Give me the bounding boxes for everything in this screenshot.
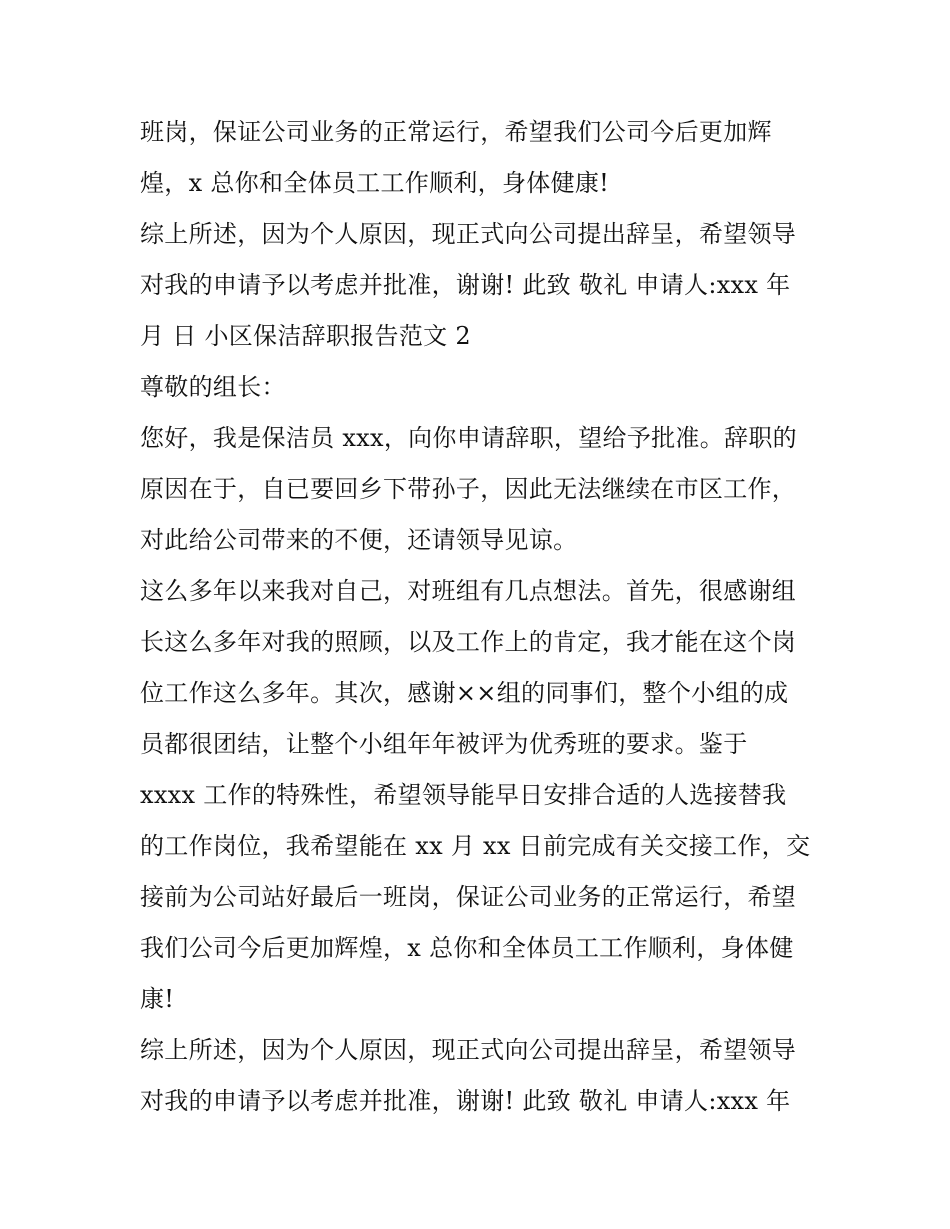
text-line: 综上所述，因为个人原因，现正式向公司提出辞呈，希望领导 — [140, 220, 797, 248]
text-line: 煌，x 总你和全体员工工作顺利，身体健康! — [140, 169, 610, 197]
text-line: 对我的申请予以考虑并批准，谢谢! 此致 敬礼 申请人:xxx 年 — [140, 1087, 791, 1115]
document-body — [140, 107, 820, 1127]
text-line: 的工作岗位，我希望能在 xx 月 xx 日前完成有关交接工作，交 — [140, 832, 811, 860]
text-line: 班岗，保证公司业务的正常运行，希望我们公司今后更加辉 — [140, 118, 772, 146]
text-line: 对此给公司带来的不便，还请领导见谅。 — [140, 526, 578, 554]
text-line: 这么多年以来我对自己，对班组有几点想法。首先，很感谢组 — [140, 577, 797, 605]
section-title-line: 月 日 小区保洁辞职报告范文 2 — [140, 322, 471, 350]
text-line: 您好，我是保洁员 xxx，向你申请辞职，望给予批准。辞职的 — [140, 424, 797, 452]
salutation: 尊敬的组长： — [140, 373, 286, 401]
text-line: 员都很团结，让整个小组年年被评为优秀班的要求。鉴于 — [140, 730, 748, 758]
text-line: 原因在于，自已要回乡下带孙子，因此无法继续在市区工作， — [140, 475, 797, 503]
text-line: 对我的申请予以考虑并批准，谢谢! 此致 敬礼 申请人:xxx 年 — [140, 271, 791, 299]
text-line: 长这么多年对我的照顾，以及工作上的肯定，我才能在这个岗 — [140, 628, 797, 656]
text-line: 综上所述，因为个人原因，现正式向公司提出辞呈，希望领导 — [140, 1036, 797, 1064]
text-line: 康! — [140, 985, 175, 1013]
text-line: xxxx 工作的特殊性，希望领导能早日安排合适的人选接替我 — [140, 781, 787, 809]
text-line: 接前为公司站好最后一班岗，保证公司业务的正常运行，希望 — [140, 883, 797, 911]
text-line: 位工作这么多年。其次，感谢××组的同事们，整个小组的成 — [140, 679, 789, 707]
text-line: 我们公司今后更加辉煌，x 总你和全体员工工作顺利，身体健 — [140, 934, 794, 962]
